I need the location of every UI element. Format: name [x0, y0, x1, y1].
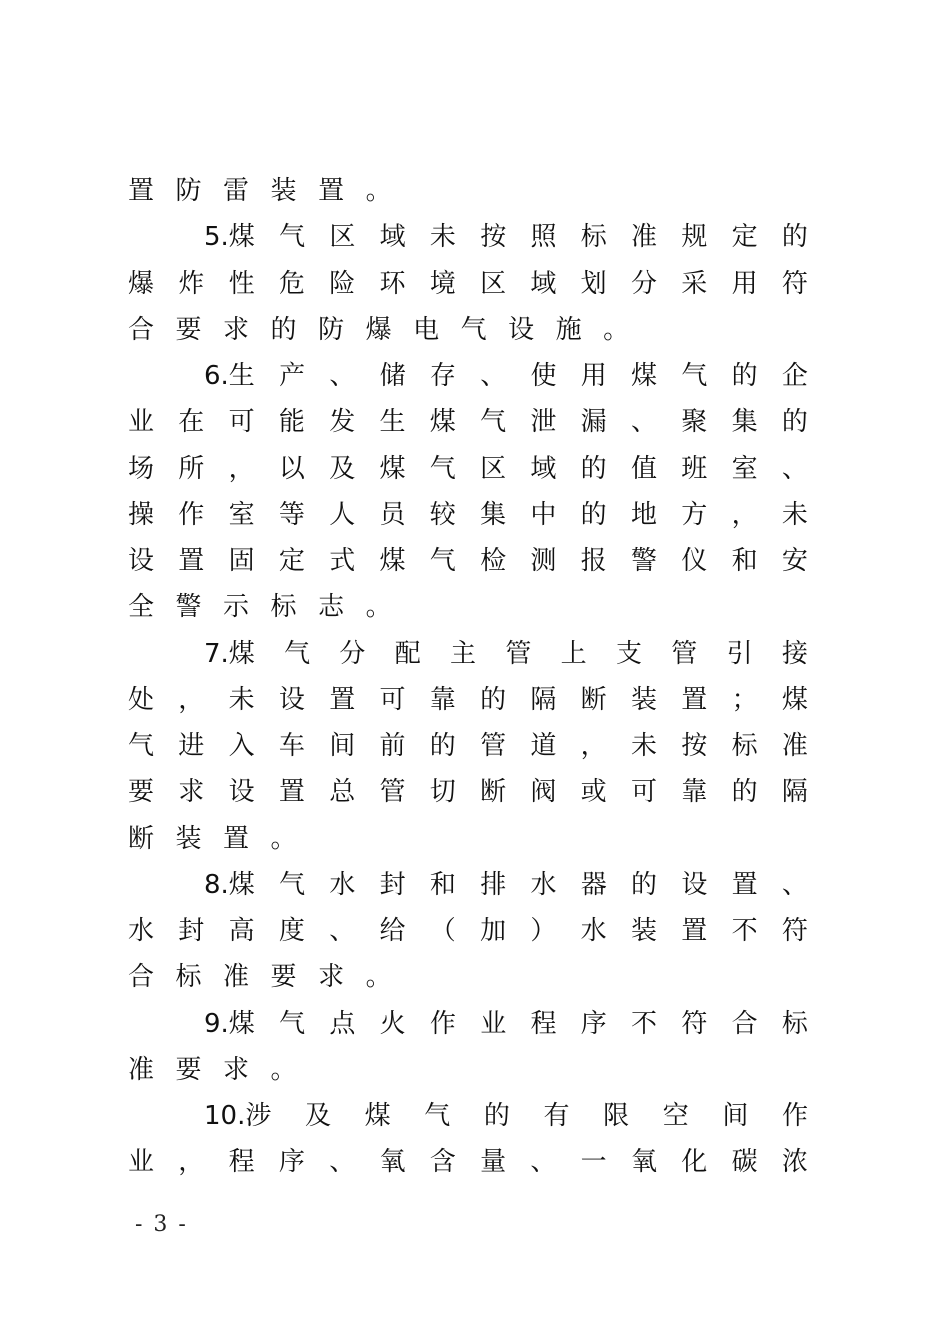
paragraph-p5: [128, 214, 808, 353]
text-line: 全 警 示 标 志 。: [128, 592, 392, 623]
text-line: 7.煤 气 分 配 主 管 上 支 管 引 接: [204, 638, 808, 669]
text-line: 8.煤 气 水 封 和 排 水 器 的 设 置 、: [204, 869, 808, 900]
text-line: 6.生 产 、 储 存 、 使 用 煤 气 的 企: [204, 361, 808, 391]
text-line: 合 要 求 的 防 爆 电 气 设 施 。: [128, 314, 630, 345]
paragraph-p9: [128, 1001, 808, 1094]
text-line: 断 装 置 。: [128, 823, 297, 854]
text-line: 爆 炸 性 危 险 环 境 区 域 划 分 采 用 符: [128, 268, 808, 299]
paragraph-p7: [128, 631, 808, 862]
text-line: 置 防 雷 装 置 。: [128, 176, 392, 206]
text-line: 要 求 设 置 总 管 切 断 阀 或 可 靠 的 隔: [128, 777, 808, 808]
text-line: 业 在 可 能 发 生 煤 气 泄 漏 、 聚 集 的: [128, 407, 808, 438]
document-body: [128, 168, 808, 1186]
text-line: 场 所 ， 以 及 煤 气 区 域 的 值 班 室 、: [128, 453, 808, 484]
text-line: 设 置 固 定 式 煤 气 检 测 报 警 仪 和 安: [128, 546, 808, 576]
text-line: 水 封 高 度 、 给 （ 加 ） 水 装 置 不 符: [128, 916, 808, 946]
text-line: 9.煤 气 点 火 作 业 程 序 不 符 合 标: [204, 1008, 808, 1039]
paragraph-p10: [128, 1093, 808, 1186]
paragraph-p-continuation: [128, 168, 808, 214]
paragraph-p8: [128, 862, 808, 1001]
text-line: 10.涉 及 煤 气 的 有 限 空 间 作: [204, 1101, 808, 1131]
text-line: 准 要 求 。: [128, 1054, 297, 1085]
text-line: 气 进 入 车 间 前 的 管 道 ， 未 按 标 准: [128, 731, 808, 761]
paragraph-p6: [128, 353, 808, 631]
text-line: 操 作 室 等 人 员 较 集 中 的 地 方 ， 未: [128, 499, 808, 530]
text-line: 合 标 准 要 求 。: [128, 962, 392, 993]
page-number: - 3 -: [135, 1212, 188, 1237]
text-line: 处 ， 未 设 置 可 靠 的 隔 断 装 置 ； 煤: [128, 684, 808, 715]
text-line: 业 ， 程 序 、 氧 含 量 、 一 氧 化 碳 浓: [128, 1147, 808, 1178]
text-line: 5.煤 气 区 域 未 按 照 标 准 规 定 的: [204, 222, 808, 253]
